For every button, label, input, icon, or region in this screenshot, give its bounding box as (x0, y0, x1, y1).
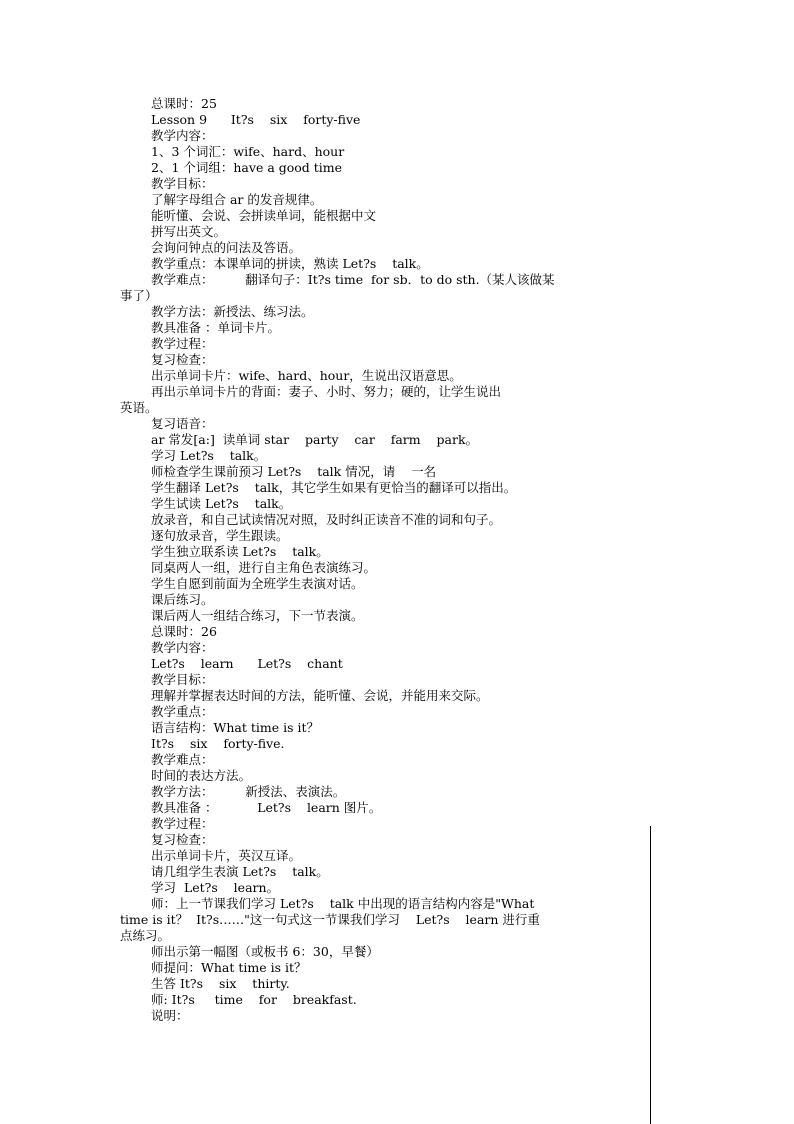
text-line: 学生试读 Let?s talk。 (151, 496, 292, 511)
text-line: 英语。 (120, 400, 158, 415)
text-line: 拼写出英文。 (151, 224, 227, 239)
text-line: 教学难点： (151, 752, 214, 767)
text-line: ar 常发[a:] 读单词 star party car farm park。 (151, 432, 479, 447)
text-line: 教学内容： (151, 640, 214, 655)
text-line: 请几组学生表演 Let?s talk。 (151, 864, 329, 879)
text-line: 总课时：25 (151, 96, 217, 111)
text-line: 师：上一节课我们学习 Let?s talk 中出现的语言结构内容是"What (151, 896, 535, 911)
text-line: 总课时：26 (151, 624, 217, 639)
text-line: 师检查学生课前预习 Let?s talk 情况，请 一名 (151, 464, 437, 479)
text-line: 时间的表达方法。 (151, 768, 252, 783)
text-line: It?s six forty-five. (151, 736, 285, 751)
text-line: 师出示第一幅图（或板书 6：30，早餐） (151, 944, 379, 959)
text-line: 师提问：What time is it？ (151, 960, 307, 975)
text-line: 课后两人一组结合练习，下一节表演。 (151, 608, 364, 623)
text-line: 生答 It?s six thirty. (151, 976, 290, 991)
text-line: 复习检查： (151, 832, 214, 847)
text-line: 学生独立联系读 Let?s talk。 (151, 544, 329, 559)
text-line: 事了） (120, 288, 158, 303)
text-line: Let?s learn Let?s chant (151, 656, 343, 671)
text-line: 教学过程： (151, 336, 214, 351)
text-line: 教学难点： 翻译句子：It?s time for sb．to do sth.（某人该做某 (151, 272, 555, 287)
document-body (120, 96, 560, 1024)
text-line: 教学内容： (151, 128, 214, 143)
text-line: 复习语音： (151, 416, 214, 431)
text-line: 学生翻译 Let?s talk，其它学生如果有更恰当的翻译可以指出。 (151, 480, 517, 495)
text-line: 逐句放录音，学生跟读。 (151, 528, 289, 543)
text-line: 同桌两人一组，进行自主角色表演练习。 (151, 560, 377, 575)
text-line: 出示单词卡片：wife、hard、hour，生说出汉语意思。 (151, 368, 462, 383)
text-line: 1、3 个词汇：wife、hard、hour (151, 144, 345, 159)
text-line: 教学方法： 新授法、表演法。 (151, 784, 346, 799)
text-line: 理解并掌握表达时间的方法，能听懂、会说，并能用来交际。 (151, 688, 489, 703)
text-line: 教具准备 ： Let?s learn 图片。 (151, 800, 382, 815)
text-line: 语言结构：What time is it？ (151, 720, 319, 735)
text-line: 教学重点： (151, 704, 214, 719)
text-line: 教具准备 ：单词卡片。 (151, 320, 280, 335)
text-line: 了解字母组合 ar 的发音规律。 (151, 192, 323, 207)
text-line: 教学目标： (151, 176, 214, 191)
text-line: 教学方法：新授法、练习法。 (151, 304, 314, 319)
text-line: 点练习。 (120, 928, 171, 943)
text-line: time is it？ It?s……"这一句式这一节课我们学习 Let?s learn 进行重 (120, 912, 540, 927)
text-line: 学习 Let?s learn。 (151, 880, 280, 895)
text-line: 学习 Let?s talk。 (151, 448, 267, 463)
vertical-rule (650, 826, 651, 1124)
text-line: 出示单词卡片，英汉互译。 (151, 848, 302, 863)
text-line: 说明： (151, 1008, 189, 1023)
text-line: 学生自愿到前面为全班学生表演对话。 (151, 576, 364, 591)
text-line: Lesson 9 It?s six forty-five (151, 112, 361, 127)
text-line: 会询问钟点的问法及答语。 (151, 240, 302, 255)
text-line: 教学目标： (151, 672, 214, 687)
text-line: 2、1 个词组：have a good time (151, 160, 343, 175)
text-line: 教学过程： (151, 816, 214, 831)
text-line: 教学重点：本课单词的拼读，熟读 Let?s talk。 (151, 256, 429, 271)
text-line: 师: It?s time for breakfast. (151, 992, 357, 1007)
text-line: 能听懂、会说、会拼读单词，能根据中文 (151, 208, 377, 223)
text-line: 再出示单词卡片的背面：妻子、小时、努力；硬的，让学生说出 (151, 384, 502, 399)
text-line: 课后练习。 (151, 592, 214, 607)
text-line: 复习检查： (151, 352, 214, 367)
text-line: 放录音，和自己试读情况对照，及时纠正读音不准的词和句子。 (151, 512, 502, 527)
